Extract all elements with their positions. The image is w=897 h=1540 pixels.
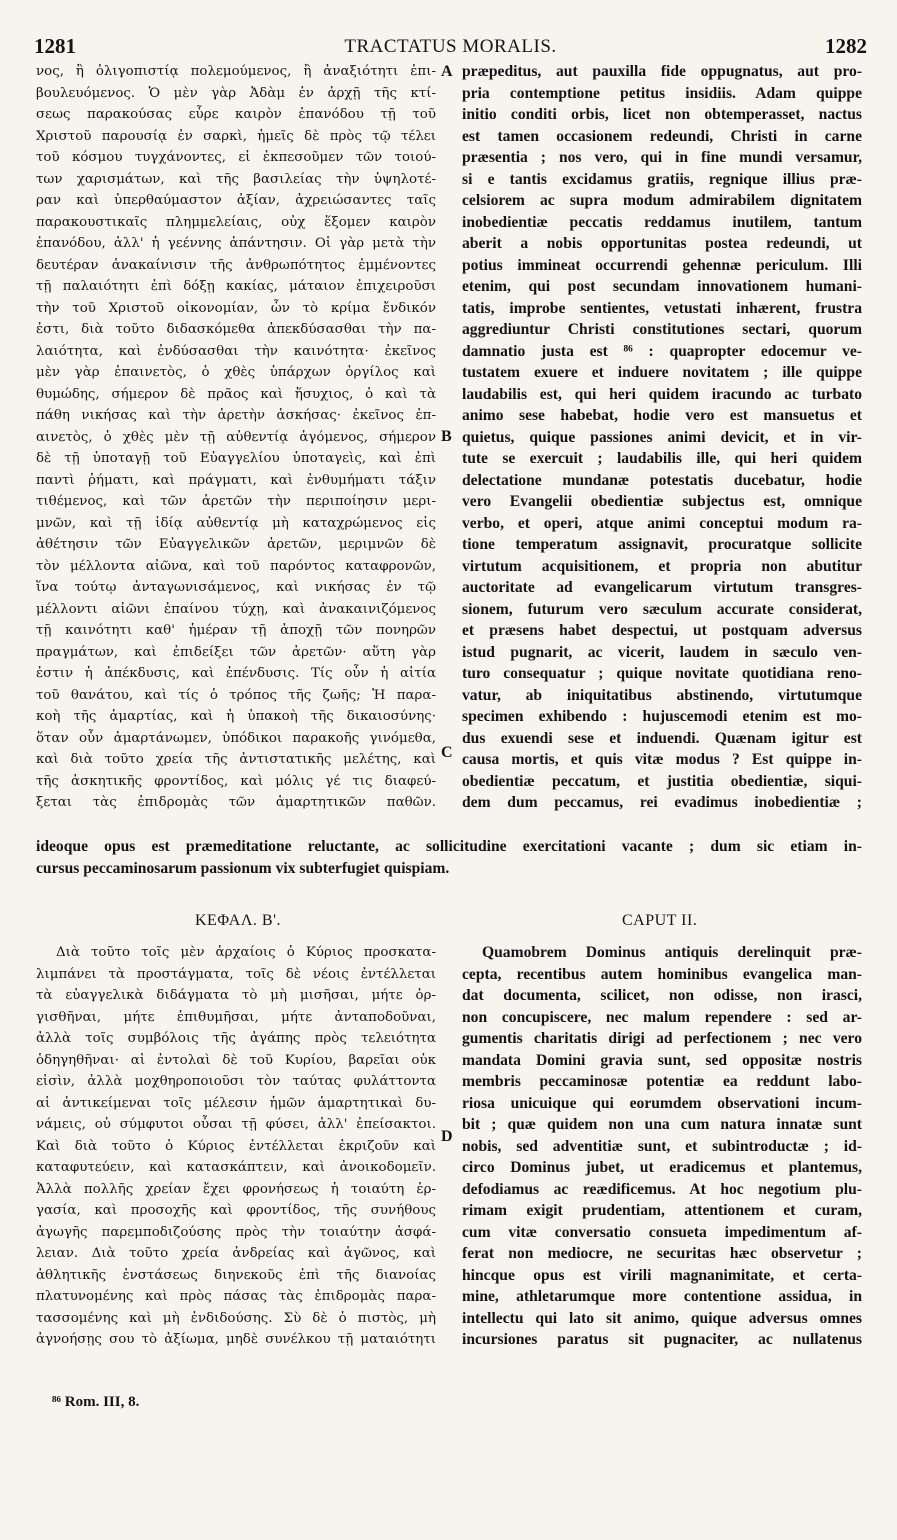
greek-text-line: παντὶ ῥήματι, καὶ πράγματι, καὶ ἐνθυμήματι τάξιν xyxy=(36,472,436,488)
latin-text-line: dem dum peccamus, rei evadimus inobedientiæ ; xyxy=(462,794,862,811)
latin-column-lower xyxy=(462,942,862,1351)
latin-text-line: nobis, sed adventitiæ sunt, et subintroductæ ; id- xyxy=(462,1137,862,1155)
greek-text-line: ὁδηγηθῆναι· αἱ ἐντολαὶ δὲ τοῦ Κυρίου, βαρεῖαι οὐκ xyxy=(36,1052,436,1068)
greek-text-line: παρακουστικαῖς πλημμελείαις, οὐχ ἕξομεν καιρὸν xyxy=(36,214,436,230)
greek-text-line: τοῦ κόσμου τυγχάνοντες, εἰ ἐκπεσοῦμεν τῶν τοιού- xyxy=(36,150,436,165)
latin-text-line: sionem, futurum vero sæculum accurate considerat, xyxy=(462,600,862,618)
greek-text-line: τασσομένης καὶ μὴ ἐνδιδούσης. Σὺ δὲ ὁ πιστὸς, μὴ xyxy=(36,1310,436,1326)
full-width-lines xyxy=(36,836,862,879)
latin-text-line: cepta, recentibus autem hominibus evangelica man- xyxy=(462,965,862,983)
greek-text-line: Χριστοῦ παρουσίᾳ ἐν σαρκὶ, ἡμεῖς δὲ πρὸς τῷ τέλει xyxy=(36,128,436,144)
latin-text-line: mine, athletarumque more contentione assidua, in xyxy=(462,1288,862,1305)
latin-text-line: si e tantis excidamus gratiis, regnique illius præ- xyxy=(462,170,862,188)
greek-text-line: ξεται τὰς ἐπιδρομὰς τῶν ἁμαρτητικῶν παθῶν. xyxy=(36,795,436,810)
greek-text-line: Ἀλλὰ πολλῆς χρείαν ἔχει φρονήσεως ἡ τοιαύτη ἐρ- xyxy=(36,1181,436,1197)
latin-text-line: celsiorem ac supra modum admirabilem dignitatem xyxy=(462,192,862,209)
latin-text-line: circo Dominus jubet, ut eradicemus et plantemus, xyxy=(462,1159,862,1176)
greek-text-line: τοῦ θανάτου, καὶ τίς ὁ τρόπος τῆς ζωῆς; Ἡ παρα- xyxy=(36,687,436,703)
greek-column-upper xyxy=(36,61,436,814)
latin-text-line: damnatio justa est ⁸⁶ : quapropter edocemur ve- xyxy=(462,342,862,360)
greek-text-line: Καὶ διὰ τοῦτο ὁ Κύριος ἐντέλλεται ἐκριζοῦν καὶ xyxy=(36,1138,436,1154)
running-header xyxy=(34,34,867,62)
latin-text-line: vero Evangelii obedientiæ subjectus est, omnique xyxy=(462,493,862,510)
greek-text-line: Διὰ τοῦτο τοῖς μὲν ἀρχαίοις ὁ Κύριος προσκατα- xyxy=(56,945,436,960)
latin-text-line: dus exuendi sese et induendi. Quænam igitur est xyxy=(462,729,862,747)
latin-text-line: est tamen occasionem redeundi, Christi in carne xyxy=(462,127,862,145)
latin-text-line: dat documenta, scilicet, non odisse, non irasci, xyxy=(462,987,862,1004)
page-number-right: 1282 xyxy=(825,34,867,58)
greek-text-line: ἀθλητικῆς ἐνστάσεως διηνεκοῦς ἐπὶ τῆς διανοίας xyxy=(36,1267,436,1283)
latin-text-line: etenim, qui post secundam innovationem humani- xyxy=(462,278,862,295)
greek-text-line: σεως παρακούσας εὗρε καιρὸν ἐπανόδου τῇ τοῦ xyxy=(36,107,436,122)
latin-text-line: præpeditus, aut pauxilla fide oppugnatus, aut pro- xyxy=(462,63,862,80)
latin-text-line: hincque opus est virili magnanimitate, et certa- xyxy=(462,1266,862,1284)
greek-text-line: αἱ ἀντικείμεναι τοῖς μέλεσιν ἡμῶν ἁμαρτητικαὶ δυ- xyxy=(36,1095,436,1111)
latin-text-line: cum vitæ conversatio consueta impedimentum af- xyxy=(462,1223,862,1241)
latin-text-line: non concupiscere, nec malum rependere : sed ar- xyxy=(462,1008,862,1026)
greek-text-line: μέλλοντι αἰῶνι ἐπαίνου τύχῃ, καὶ ἀνακαινιζόμενος xyxy=(36,601,436,617)
latin-text-line: tustatem exuere et induere novitatem ; ille quippe xyxy=(462,364,862,381)
greek-text-line: κοὴ τῆς ἁμαρτίας, καὶ ἡ ὑπακοὴ τῆς δικαιοσύνης· xyxy=(36,709,436,724)
greek-text-line: τὰ εὐαγγελικὰ διδάγματα τὸ μὴ μισῆσαι, μήτε ὀρ- xyxy=(36,988,436,1003)
latin-text-line: bit ; quæ quidem non una cum natura innatæ sunt xyxy=(462,1116,862,1133)
greek-text-line: ἐστιν ἡ ἀπέκδυσις, καὶ ἐπένδυσις. Τίς οὖν ἡ αἰτία xyxy=(36,666,436,681)
greek-text-line: ἀλλὰ τοῖς συμβόλοις τῆς ἀγάπης πρὸς τελειότητα xyxy=(36,1031,436,1046)
greek-text-line: λειαν. Διὰ τοῦτο χρεία ἀνδρείας καὶ ἀγῶνος, καὶ xyxy=(36,1246,436,1261)
latin-text-line: inobedientiæ peccatis reddamus inutilem, tantum xyxy=(462,213,862,231)
page-number-left: 1281 xyxy=(34,34,76,58)
greek-text-line: ραν καὶ ὑπερθαύμαστον ἀξίαν, ἀχρειώσαντες ταῖς xyxy=(36,193,436,208)
latin-text-line: rimam exigit prudentiam, attentionem et curam, xyxy=(462,1202,862,1219)
greek-text-line: θυμώδης, σήμερον δὲ πρᾶος καὶ ἥσυχιος, ὁ καὶ τὰ xyxy=(36,386,436,402)
greek-text-line: γασία, καὶ προσοχῆς καὶ φροντίδος, τῆς συνήθους xyxy=(36,1203,436,1218)
chapter-heading-greek: ΚΕΦΑΛ. Β'. xyxy=(195,912,281,929)
latin-text-line: membris peccaminosæ potentiæ ea reddunt labo- xyxy=(462,1073,862,1090)
footnote: ⁸⁶ Rom. III, 8. xyxy=(52,1394,140,1410)
latin-text-line: verbo, et operi, atque animi conceptui modum ra- xyxy=(462,514,862,532)
greek-text-line: νος, ἢ ὀλιγοπιστίᾳ πολεμούμενος, ἢ ἀναξιότητι ἐπι- xyxy=(36,64,436,79)
greek-text-line: καταφυτεύειν, καὶ κατασκάπτειν, καὶ ἀνοικοδομεῖν. xyxy=(36,1160,436,1175)
greek-text-line: αινετὸς, ὁ χθὲς μὲν τῇ αὐθεντίᾳ ἀγόμενος, σήμερον xyxy=(36,429,436,445)
greek-text-line: ἵνα τούτῳ ἀνταγωνισάμενος, καὶ νικήσας ἐν τῷ xyxy=(36,580,436,595)
latin-text-line: præsentia ; nos vero, qui in fine mundi versamur, xyxy=(462,149,862,166)
greek-text-line: νάμεις, οὐ σύμφυτοι οὖσαι τῇ φύσει, ἀλλ' ἐπείσακτοι. xyxy=(36,1117,436,1132)
latin-text-line: et præsens habet despectui, ut postquam adversus xyxy=(462,622,862,639)
chapter-heading-latin: CAPUT II. xyxy=(622,912,698,929)
latin-text-line: riosa unicuique qui eorumdem observationi incum- xyxy=(462,1094,862,1112)
full-width-text-line: ideoque opus est præmeditatione reluctante, ac sollicitudine exercitationi vacante ; dum sic etiam in- xyxy=(36,838,862,855)
greek-text-line: τιθέμενος, καὶ τῶν ἀρετῶν τὴν περιποίησιν μερι- xyxy=(36,494,436,509)
latin-text-line: virtutum acquisitionem, et propria non abutitur xyxy=(462,557,862,575)
greek-text-line: δὲ τῇ ὑποταγῇ τοῦ Εὐαγγελίου ὑποταγεὶς, καὶ ἐπὶ xyxy=(36,451,436,466)
latin-text-line: istud pugnarit, ac vicerit, laudem in sæculo ven- xyxy=(462,643,862,661)
greek-text-line: βουλευόμενος. Ὁ μὲν γὰρ Ἀδὰμ ἐν ἀρχῇ τῆς κτί- xyxy=(36,85,436,101)
greek-text-line: μὲν γὰρ ἐπαινετὸς, ὁ χθὲς ὑπάρχων ὀργίλος καὶ xyxy=(36,365,436,380)
greek-text-line: τῆς ἀσκητικῆς φροντίδος, καὶ μόλις γέ τις διαφεύ- xyxy=(36,773,436,789)
greek-text-line: λαιότητα, καὶ ἐνδύσασθαι τὴν καινότητα· ἐκεῖνος xyxy=(36,343,436,359)
section-marker-c: C xyxy=(441,744,453,761)
latin-text-line: tione temperatum assignavit, procuratque sollicite xyxy=(462,536,862,553)
greek-text-line: γισθῆναι, μήτε ἐπιθυμῆσαι, μήτε ἀνταποδοῦναι, xyxy=(36,1009,436,1025)
greek-text-line: μνῶν, καὶ τῇ ἰδίᾳ αὐθεντίᾳ μὴ καταχρώμενος εἰς xyxy=(36,515,436,531)
greek-text-line: τῇ παλαιότητι ἐπὶ δόξῃ κακίας, μάταιον ἐπιχειροῦσι xyxy=(36,279,436,294)
greek-column-lower xyxy=(36,942,436,1351)
greek-text-line: πλατυνομένης καὶ πρὸς πάσας τὰς ἐπιδρομὰς παρα- xyxy=(36,1289,436,1304)
greek-text-line: ἀθέτησιν τῶν Εὐαγγελικῶν ἀρετῶν, μεριμνῶν δὲ xyxy=(36,537,436,552)
greek-text-line: τὸν μέλλοντα αἰῶνα, καὶ τοῦ παρόντος καταφρονῶν, xyxy=(36,558,436,574)
latin-text-line: Quamobrem Dominus antiquis derelinquit præ- xyxy=(482,944,862,961)
latin-text-line: laudabilis est, qui heri quidem iracundo ac turbato xyxy=(462,385,862,403)
latin-text-line: tute se exercuit ; laudabilis ille, qui heri quidem xyxy=(462,450,862,467)
greek-text-line: των χαρισμάτων, καὶ τῆς βασιλείας τὴν ὑψηλοτέ- xyxy=(36,171,436,187)
section-marker-a: A xyxy=(441,63,453,80)
latin-text-line: gumentis charitatis dirigi ad perfectionem ; nec vero xyxy=(462,1030,862,1047)
latin-text-line: mandata Domini gravia sunt, sed oppositæ nostris xyxy=(462,1051,862,1069)
latin-text-line: defodiamus ac reædificemus. At hoc negotium plu- xyxy=(462,1180,862,1198)
greek-text-line: εἰσὶν, ἀλλὰ μοχθηροποιοῦσι τὸν ταύτας φυλάττοντα xyxy=(36,1074,436,1089)
latin-text-line: auctoritate ad evangelicarum virtutum transgres- xyxy=(462,579,862,596)
latin-text-line: quietus, quique passiones animi devicit, et in vir- xyxy=(462,428,862,446)
greek-text-line: πραγμάτων, καὶ ἐπιδείξει τῶν ἀρετῶν· αὕτη γὰρ xyxy=(36,644,436,660)
latin-column-upper xyxy=(462,61,862,814)
greek-text-line: ἀγνοήσῃς σου τὸ ἀξίωμα, μηδὲ συνέλκου τῇ ματαιότητι xyxy=(36,1332,436,1347)
greek-text-line: καὶ διὰ τοῦτο χρεία τῆς ἀντιστατικῆς μελέτης, καὶ xyxy=(36,752,436,767)
latin-text-line: incursiones paratus sit pugnaciter, ac nullatenus xyxy=(462,1331,862,1348)
latin-text-line: aberit a nobis opportunitas postea redeundi, ut xyxy=(462,235,862,252)
full-width-text-line: cursus peccaminosarum passionum vix subterfugiet quispiam. xyxy=(36,859,450,877)
latin-text-line: obedientiæ peccatum, et justitia obedientiæ, siqui- xyxy=(462,772,862,790)
greek-text-line: τὴν τοῦ Χριστοῦ οἰκονομίαν, ὧν τὸ κρίμα ἔνδικόν xyxy=(36,300,436,316)
latin-text-line: ferat non mediocre, ne securitas hæc observetur ; xyxy=(462,1245,862,1262)
section-marker-d: D xyxy=(441,1128,453,1145)
greek-text-line: ἐπανόδου, ἀλλ' ἡ γεέννης ἀπάντησιν. Οἱ γὰρ μετὰ τὴν xyxy=(36,236,436,251)
latin-text-line: initio conditi orbis, licet non obtemperasset, nactus xyxy=(462,106,862,123)
latin-text-line: aggrediuntur Christi constitutiones sectari, quorum xyxy=(462,321,862,338)
latin-text-line: causa mortis, et quis vitæ modus ? Est quippe in- xyxy=(462,751,862,768)
greek-text-line: ἀγωγῆς παρεμποδιζούσης πρὸς τὴν τοιαύτην ἀσφά- xyxy=(36,1224,436,1240)
latin-text-line: vatur, ab iniquitatibus abstinendo, virtutumque xyxy=(462,686,862,704)
running-title: TRACTATUS MORALIS. xyxy=(344,36,557,57)
latin-text-line: potius immineat occurrendi gehennæ periculum. Illi xyxy=(462,256,862,274)
greek-text-line: πάθη νικήσας καὶ τὴν ἀρετὴν ἀσκήσας· ἐκεῖνος ἐπ- xyxy=(36,408,436,423)
latin-text-line: turo consequatur ; quique novitate quotidiana reno- xyxy=(462,665,862,682)
latin-text-line: delectatione mundanæ potestatis ducebatur, hodie xyxy=(462,471,862,489)
greek-text-line: ὅταν οὖν ἁμαρτάνωμεν, ὑπόδικοι παρακοῆς γινόμεθα, xyxy=(36,730,436,746)
greek-text-line: δευτέραν ἀνακαίνισιν τῆς ἀνθρωπότητος ἐμμένοντες xyxy=(36,257,436,273)
latin-text-line: tatis, improbe sentientes, vetustati inhærent, frustra xyxy=(462,299,862,317)
greek-text-line: τῇ καινότητι καθ' ἡμέραν τῇ ἀποχῇ τῶν πονηρῶν xyxy=(36,623,436,638)
latin-text-line: intellectu qui lato sit animo, quique adversus omnes xyxy=(462,1309,862,1327)
greek-text-line: ἐστι, διὰ τοῦτο διδασκόμεθα ἀπεκδύσασθαι τὴν πα- xyxy=(36,322,436,337)
section-marker-b: B xyxy=(441,428,452,445)
latin-text-line: pria contemptione petitus insidiis. Adam quippe xyxy=(462,84,862,102)
greek-text-line: λιμπάνει τὰ προστάγματα, τοῖς δὲ νέοις ἐντέλλεται xyxy=(36,966,436,982)
latin-text-line: animo sese habebat, hodie vero est mansuetus et xyxy=(462,407,862,424)
latin-text-line: specimen exhibendo : hujuscemodi etenim est mo- xyxy=(462,708,862,725)
